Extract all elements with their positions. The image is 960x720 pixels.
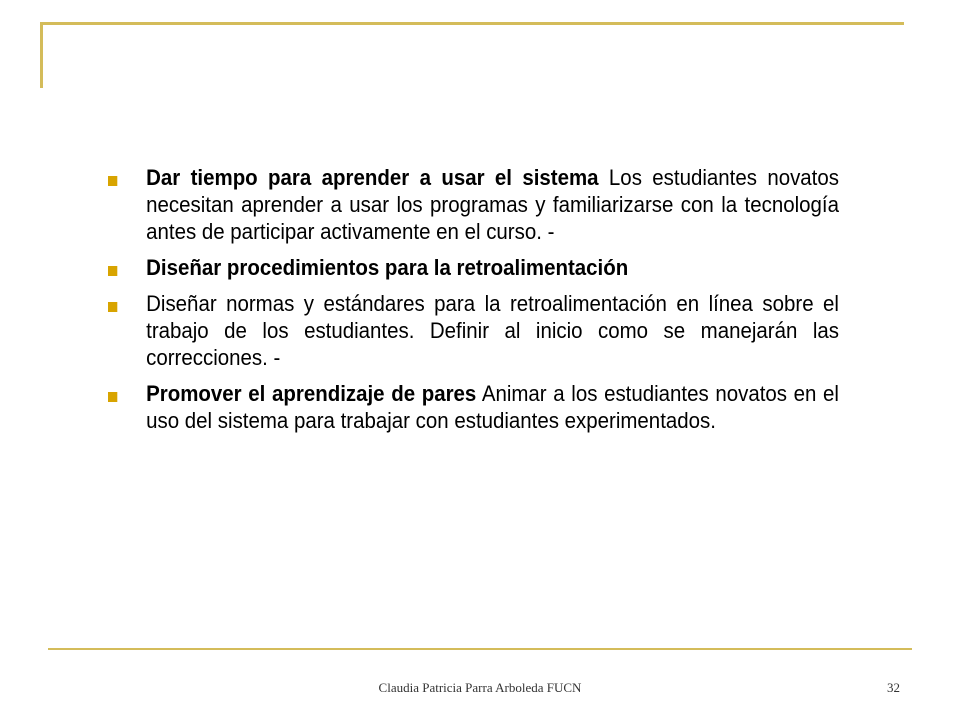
bullet-item	[108, 254, 839, 281]
square-bullet-icon	[108, 302, 117, 312]
bullet-text: Diseñar normas y estándares para la retroalimentación en línea sobre el trabajo de los estudiantes. Definir al inicio como se manejarán las correcciones. -	[146, 291, 839, 370]
bullet-text: Los estudiantes novatos necesitan aprender a usar los programas y familiarizarse con la tecnología antes de participar activamente en el curso. -	[146, 165, 839, 244]
frame-left-line	[40, 22, 43, 88]
bullet-item	[108, 290, 839, 371]
bullet-heading: Dar tiempo para aprender a usar el sistema	[146, 165, 599, 190]
square-bullet-icon	[108, 176, 117, 186]
bullet-heading: Diseñar procedimientos para la retroalimentación	[146, 255, 629, 280]
bullet-text: Animar a los estudiantes novatos en el uso del sistema para trabajar con estudiantes experimentados.	[146, 381, 839, 433]
page-number: 32	[887, 680, 900, 695]
bullet-item	[108, 164, 839, 245]
square-bullet-icon	[108, 392, 117, 402]
bullet-item	[108, 380, 839, 434]
footer-author: Claudia Patricia Parra Arboleda FUCN	[378, 680, 582, 695]
bullet-list	[108, 164, 839, 443]
square-bullet-icon	[108, 266, 117, 276]
footer-divider	[48, 648, 912, 650]
frame-top-line	[40, 22, 904, 25]
bullet-heading: Promover el aprendizaje de pares	[146, 381, 477, 406]
